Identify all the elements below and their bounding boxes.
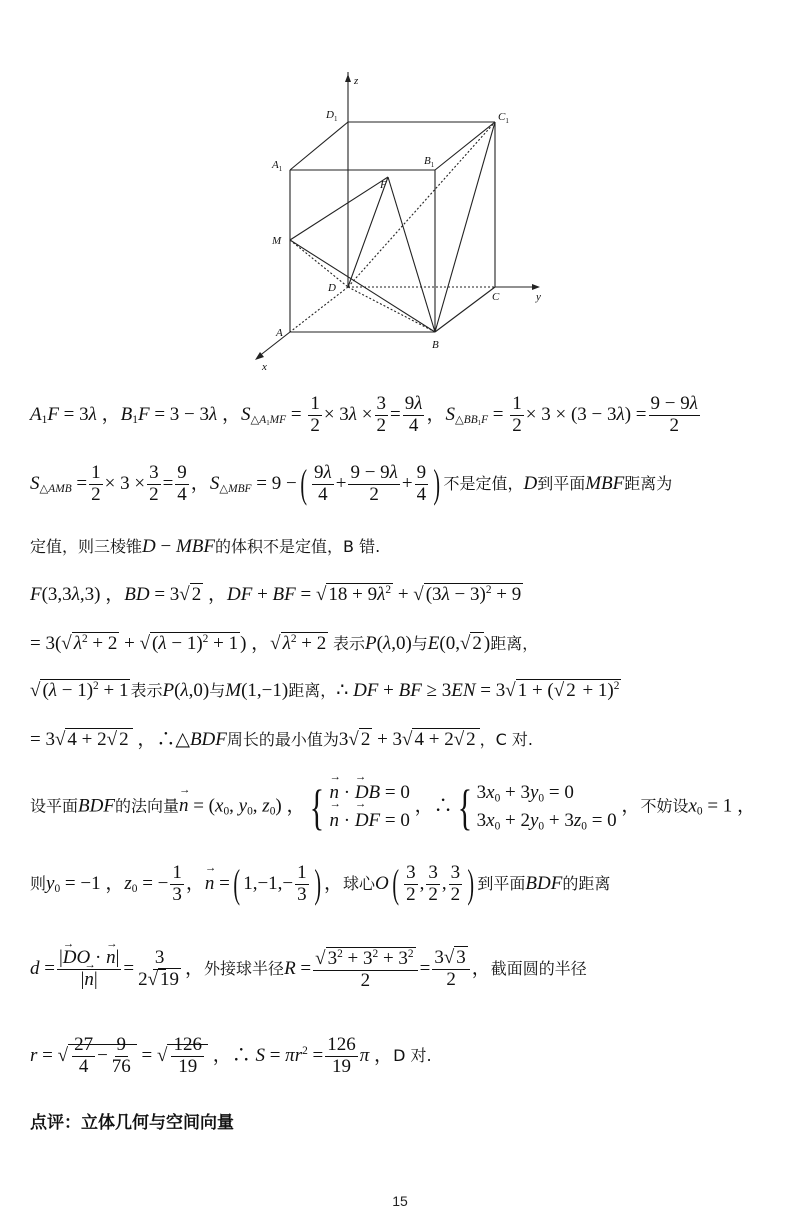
page-number: 15 bbox=[392, 1193, 408, 1209]
cube-figure bbox=[250, 72, 560, 377]
line-3: 定值，则三棱锥D − MBF的体积不是定值，B 错. bbox=[30, 536, 381, 557]
line-4: F(3,3λ,3) ，BD = 3√ 2 ，DF + BF = √ $18 + 9\lambda^2$ + √ $(3\lambda - 3)^2 + 9$ bbox=[30, 584, 522, 605]
segment-C1B bbox=[435, 122, 495, 332]
line-9: 则$y_0 = -1$ ，$z_0$ = − $\frac{1}{3}$ ，→ n =( 1,−1,− $\frac{1}{3}$ ) ，球心O( $\frac{3}{2}$ , $\frac{3}{2}$ , $\frac{3}{2}$ ) 到平面BDF的距离 bbox=[30, 863, 610, 906]
label-z: z bbox=[354, 75, 359, 87]
segment-DB bbox=[348, 287, 435, 332]
label-B1: $B_1$ bbox=[424, 155, 435, 169]
label-B: B bbox=[432, 339, 439, 351]
label-A1: $A_1$ bbox=[272, 159, 283, 173]
segment-MD bbox=[290, 240, 348, 287]
line-5: = 3(√ $\lambda^2 + 2$ + √ $(\lambda - 1)^2 + 1$ ) ，√ $\lambda^2 + 2$ 表示P(λ,0)与E(0,√ 2 )距离， bbox=[30, 633, 539, 654]
label-C: C bbox=[492, 291, 500, 303]
line-10: d = $\frac{|\to DO \cdot \to n|}{|\to n|}$ = $\frac{3}{2√ 19}$ ，外接球半径R = $\frac{√ 3^2 + 3^2 + 3^2}{2}$ = $\frac{3√ 3}{2}$ ，截面圆的半径 bbox=[30, 948, 587, 992]
line-7: = 3√ 4 + 2√ 2 ，∴△BDF周长的最小值为3√ 2 + 3√ 4 + 2√ 2 ，C 对. bbox=[30, 729, 533, 750]
y-arrow bbox=[532, 284, 540, 290]
x-axis-hidden bbox=[290, 287, 348, 332]
label-D: D bbox=[328, 282, 336, 294]
edge-C1B1 bbox=[435, 122, 495, 170]
review-label: 点评：立体几何与空间向量 bbox=[30, 1113, 234, 1133]
label-y: y bbox=[536, 291, 541, 303]
line-8: 设平面BDF的法向量→ $n = (x_0$, $y_0$, $z_0$) ，{ → n · → DB = 0 → n · → DF = 0 ，∴{ $3x_0 + 3y_0 = 0$ $3x_0 + 2y_0 + 3z_0 = 0$ ，不妨设$x_0 = 1$ ， bbox=[30, 779, 756, 835]
segment-FB bbox=[388, 177, 435, 332]
label-C1: $C_1$ bbox=[498, 111, 509, 125]
label-F: F bbox=[380, 179, 387, 191]
line-2: $S_{\triangle AMB}$ = $\frac{1}{2}$ × 3 × $\frac{3}{2}$ = $\frac{9}{4}$ ，$S_{\triangle MBF} = 9$ −( $\frac{9\lambda}{4}$ + $\frac{9 - 9\lambda}{2}$ + $\frac{9}{4}$ ) 不是定值，D到平面MBF距离为 bbox=[30, 461, 673, 507]
x-axis bbox=[258, 332, 290, 357]
label-x: x bbox=[262, 361, 267, 373]
line-6: √ $(\lambda - 1)^2 + 1$ 表示P(λ,0)与M(1,−1)距离，∴ DF + BF ≥ 3EN = 3√ 1 + (√ 2 + 1)$^2$ bbox=[30, 680, 620, 701]
line-1: $A_1F = 3\lambda$ ，$B_1F = 3 - 3\lambda$ ，$S_{\triangle A_1MF}$ = $\frac{1}{2}$ × 3λ × $\frac{3}{2}$ = $\frac{9\lambda}{4}$ ，$S_{\triangle BB_1F}$ = $\frac{1}{2}$ × 3 × (3 − 3λ) = $\frac{9 - 9\lambda}{2}$ bbox=[30, 393, 698, 436]
label-D1: $D_1$ bbox=[326, 109, 338, 123]
label-A: A bbox=[276, 327, 283, 339]
segment-MF bbox=[290, 177, 388, 240]
segment-DC1 bbox=[348, 122, 495, 287]
edge-D1A1 bbox=[290, 122, 348, 170]
line-11: r = √ $\frac{27}{4}$ − $\frac{9}{76}$ = √ $\frac{126}{19}$ ，∴ $S = \pi r^2$ = $\frac{126}{19}$ π ，D 对. bbox=[30, 1034, 432, 1077]
label-M: M bbox=[272, 235, 282, 247]
segment-DF bbox=[348, 177, 388, 287]
cube-diagram bbox=[250, 72, 560, 377]
segment-MB bbox=[290, 240, 435, 332]
z-arrow bbox=[345, 74, 351, 82]
edge-CB bbox=[435, 287, 495, 332]
